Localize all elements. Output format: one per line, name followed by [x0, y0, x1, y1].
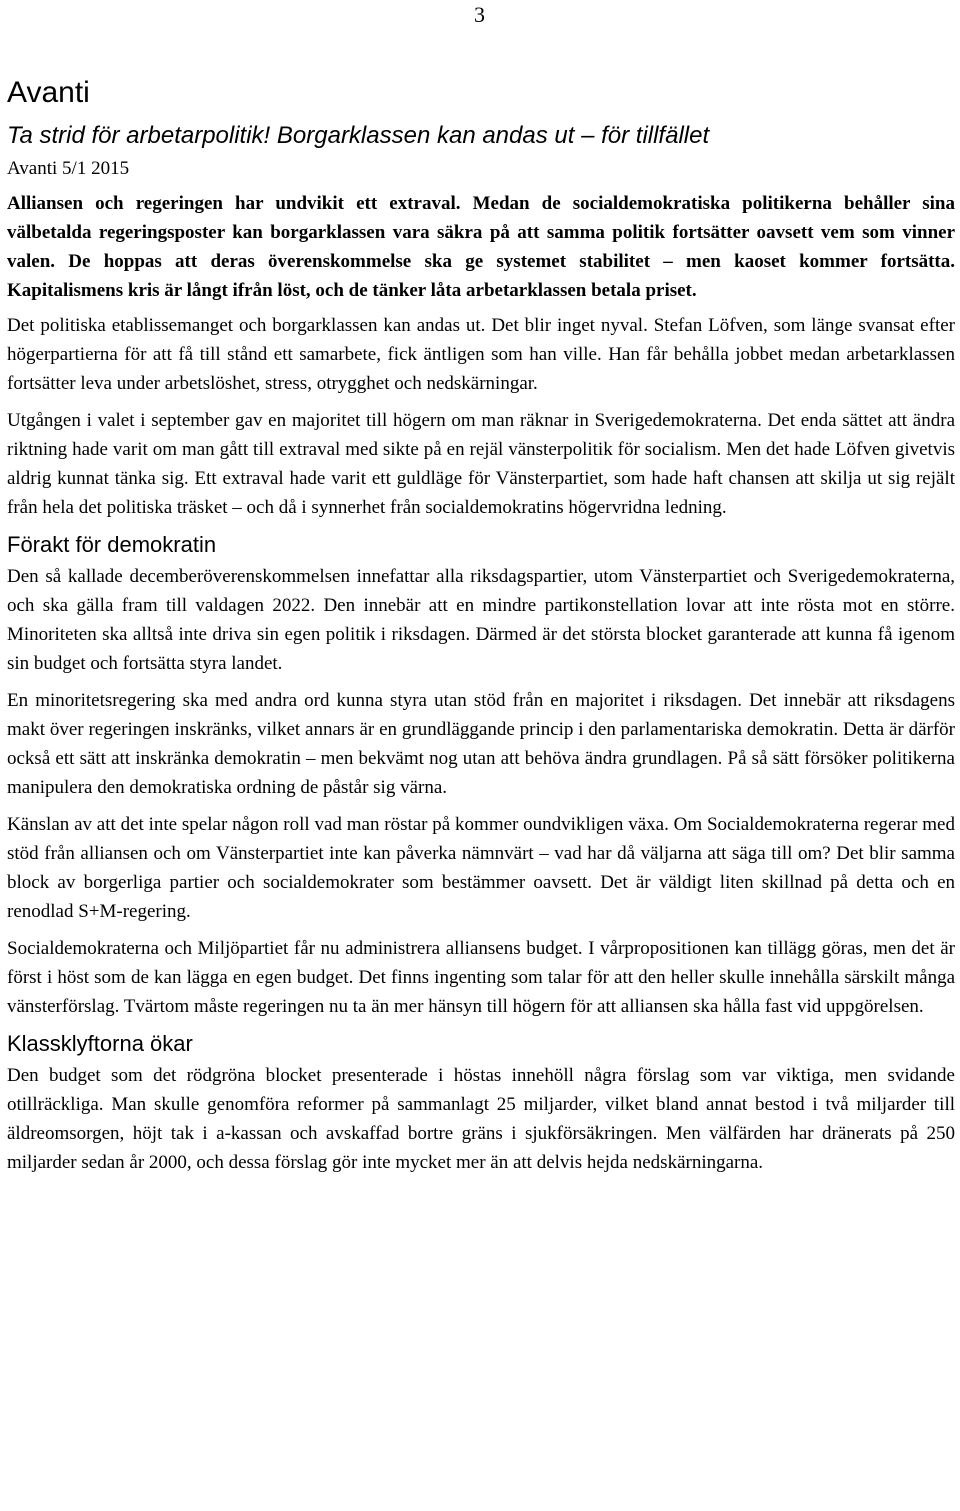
paragraph: En minoritetsregering ska med andra ord kunna styra utan stöd från en majoritet i riksdagen. Det innebär att riksdagens makt över regeringen inskränks, vilket annars är en grundläggande princip i den parlamentariska demokratin. Detta är därför också ett sätt att inskränka demokratin – men bekvämt nog utan att behöva ändra grundlagen. På så sätt försöker politikerna manipulera den demokratiska ordning de påstår sig värna. [7, 690, 955, 798]
paragraph: Utgången i valet i september gav en majoritet till högern om man räknar in Sverigedemokraterna. Det enda sättet att ändra riktning hade varit om man gått till extraval med sikte på en rejäl vänsterpolitik för socialism. Men det hade Löfven givetvis aldrig kunnat tänka sig. Ett extraval hade varit ett guldläge för Vänsterpartiet, som hade haft chansen att skilja ut sig rejält från hela det politiska träsket – och då i synnerhet från socialdemokratins högervridna ledning. [7, 410, 955, 518]
article [7, 70, 955, 1185]
paragraph: Socialdemokraterna och Miljöpartiet får nu administrera alliansens budget. I vårpropositionen kan tillägg göras, men det är först i höst som de kan lägga en egen budget. Det finns ingenting som talar för att den heller skulle innehålla särskilt många vänsterförslag. Tvärtom måste regeringen nu ta än mer hänsyn till högern för att alliansen ska hålla fast vid uppgörelsen. [7, 938, 955, 1017]
article-source: Avanti 5/1 2015 [7, 158, 130, 179]
page-number: 3 [474, 2, 485, 27]
paragraph: Den så kallade decemberöverenskommelsen innefattar alla riksdagspartier, utom Vänsterpartiet och Sverigedemokraterna, och ska gälla fram till valdagen 2022. Den innebär att en mindre partikonstellation lovar att inte rösta mot en större. Minoriteten ska alltså inte driva sin egen politik i riksdagen. Därmed är det största blocket garanterade att kunna få igenom sin budget och fortsätta styra landet. [7, 566, 955, 674]
article-lead: Alliansen och regeringen har undvikit ett extraval. Medan de socialdemokratiska politikerna behåller sina välbetalda regeringsposter kan borgarklassen vara säkra på att samma politik fortsätter oavsett vem som vinner valen. De hoppas att deras överenskommelse ska ge systemet stabilitet – men kaoset kommer fortsätta. Kapitalismens kris är långt ifrån löst, och de tänker låta arbetarklassen betala priset. [7, 193, 955, 301]
article-headline: Ta strid för arbetarpolitik! Borgarklassen kan andas ut – för tillfället [7, 122, 710, 149]
paragraph: Känslan av att det inte spelar någon roll vad man röstar på kommer oundvikligen växa. Om Socialdemokraterna regerar med stöd från alliansen och om Vänsterpartiet inte kan påverka nämnvärt – vad har då väljarna att säga till om? Det blir samma block av borgerliga partier och socialdemokrater som bestämmer oavsett. Det är väldigt liten skillnad på detta och en renodlad S+M-regering. [7, 814, 955, 922]
paragraph: Det politiska etablissemanget och borgarklassen kan andas ut. Det blir inget nyval. Stefan Löfven, som länge svansat efter högerpartierna för att få till stånd ett samarbete, fick äntligen som han ville. Han får behålla jobbet medan arbetarklassen fortsätter leva under arbetslöshet, stress, otrygghet och nedskärningar. [7, 315, 955, 394]
section-heading: Klassklyftorna ökar [7, 1031, 193, 1056]
publication-title: Avanti [7, 76, 90, 109]
section-heading: Förakt för demokratin [7, 532, 217, 557]
paragraph: Den budget som det rödgröna blocket presenterade i höstas innehöll några förslag som var viktiga, men svidande otillräckliga. Man skulle genomföra reformer på sammanlagt 25 miljarder, vilket bland annat bestod i två miljarder till äldreomsorgen, höjt tak i a-kassan och avskaffad bortre gräns i sjukförsäkringen. Men välfärden har dränerats på 250 miljarder sedan år 2000, och dessa förslag gör inte mycket mer än att delvis hejda nedskärningarna. [7, 1065, 955, 1173]
